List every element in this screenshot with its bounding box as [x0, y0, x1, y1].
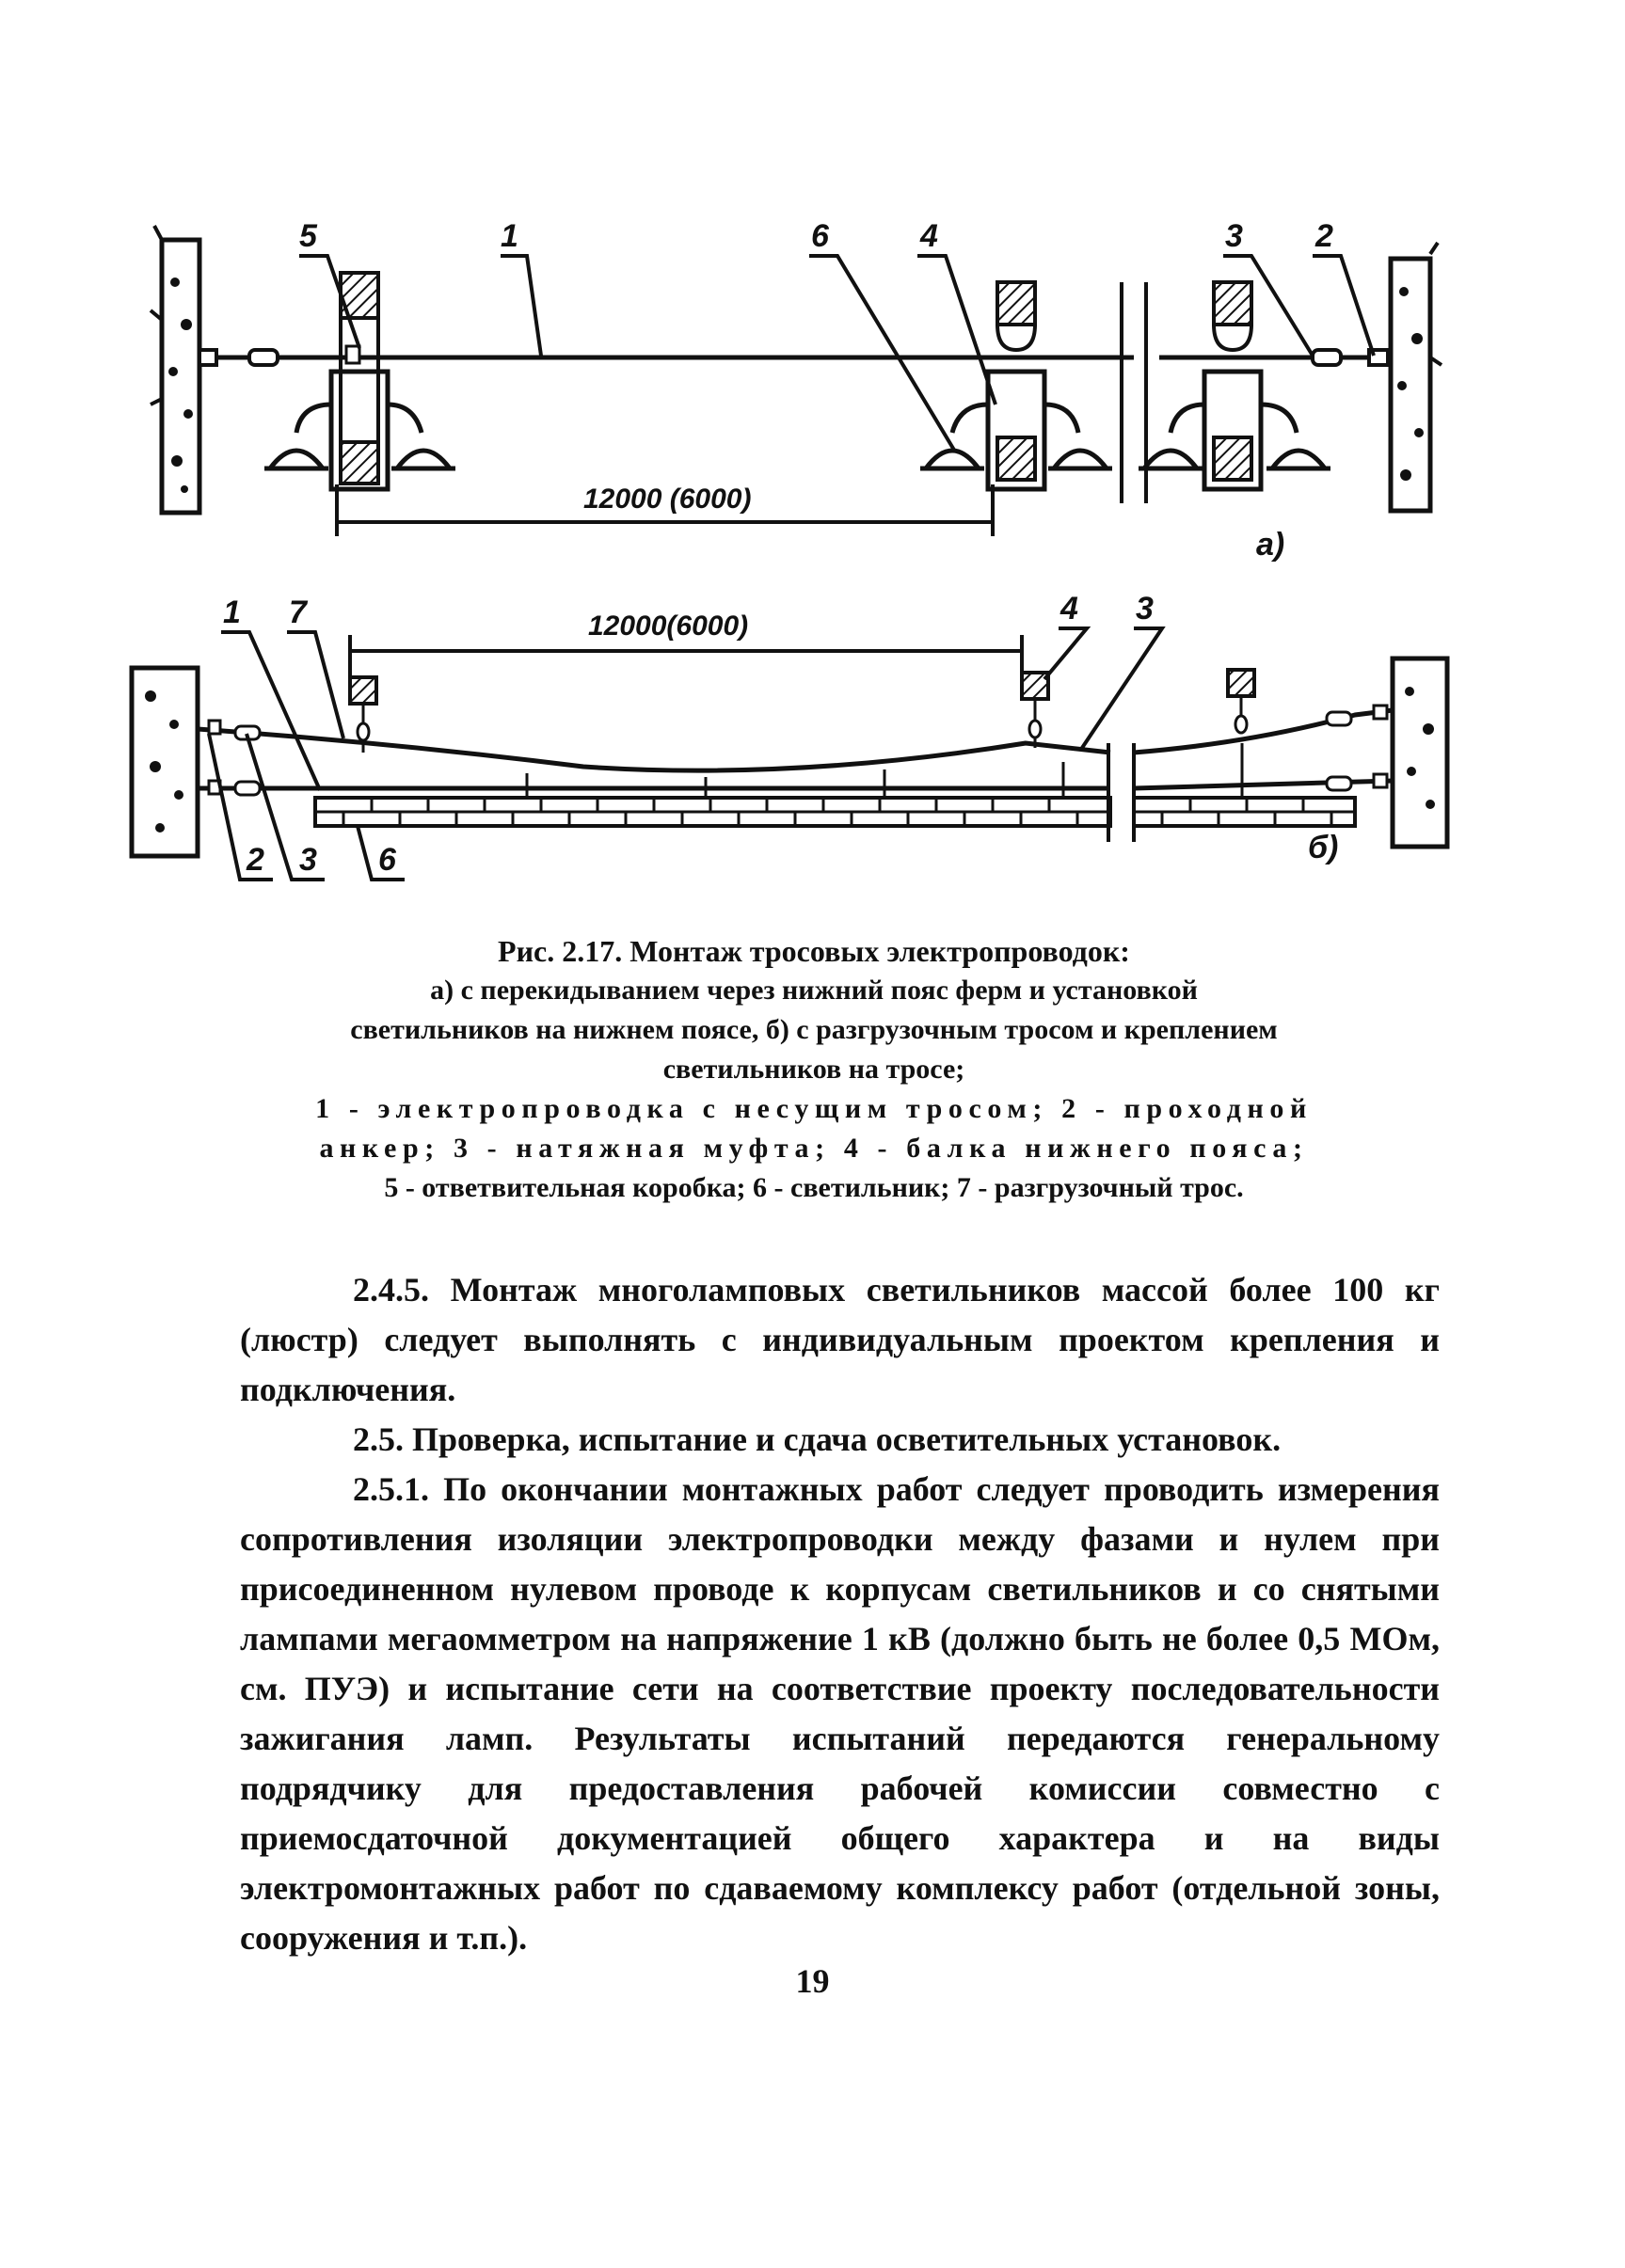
body-text — [240, 1265, 1440, 1963]
figure-caption — [188, 931, 1440, 1208]
right-wall-b — [1393, 658, 1447, 847]
paragraph-2-5-1: 2.5.1. По окончании монтажных работ следует проводить измерения сопротивления изоляции электропроводки между фазами и нулем при присоединенном нулевом проводе к корпусам светильников и со снятыми лампами мегаомметром на напряжение 1 кВ (должно быть не более 0,5 МОм, см. ПУЭ) и испытание сети на соответствие проекту последовательности зажигания ламп. Результаты испытаний передаются генеральному подрядчику для предоставления рабочей комиссии совместно с приемосдаточной документацией общего характера и на виды электромонтажных работ по сдаваемому комплексу работ (отдельной зоны, сооружения и т.п.). — [240, 1470, 1440, 1957]
sub-label-b: б) — [1308, 830, 1339, 865]
label-6-b: 6 — [378, 842, 396, 878]
left-wall-b — [132, 668, 198, 856]
label-7-b: 7 — [289, 595, 307, 630]
truss-beam-1 — [264, 273, 455, 489]
left-wall-a — [151, 226, 199, 513]
label-3-b: 3 — [1136, 591, 1154, 626]
caption-line-2: светильников на нижнем поясе, б) с разгрузочным тросом и креплением — [350, 1014, 1278, 1045]
page-number: 19 — [795, 1962, 830, 2000]
label-5-a: 5 — [299, 218, 317, 254]
anchor-left-a — [199, 350, 216, 365]
dimension-label-a: 12000 (6000) — [583, 484, 752, 515]
paragraph-2-5: 2.5. Проверка, испытание и сдача осветительных установок. — [353, 1420, 1282, 1458]
label-2-b: 2 — [247, 842, 264, 878]
label-1-b: 1 — [223, 595, 241, 630]
label-3-a: 3 — [1225, 218, 1243, 254]
right-wall-a — [1391, 243, 1442, 511]
paragraph-2-4-5: 2.4.5. Монтаж многоламповых светильников массой более 100 кг (люстр) следует выполнять с индивидуальным проектом крепления и подключения. — [240, 1271, 1440, 1408]
label-1-a: 1 — [501, 218, 518, 254]
label-3-b-bottom: 3 — [299, 842, 317, 878]
diagram-b — [132, 591, 1447, 880]
label-4-b: 4 — [1060, 591, 1078, 626]
caption-title: Рис. 2.17. Монтаж тросовых электропроводок: — [498, 934, 1130, 968]
diagram-a — [151, 218, 1442, 563]
truss-beam-2 — [920, 282, 1112, 489]
caption-legend-3: 5 - ответвительная коробка; 6 - светильник; 7 - разгрузочный трос. — [384, 1172, 1244, 1203]
dimension-a — [337, 484, 993, 536]
caption-line-1: а) с перекидыванием через нижний пояс ферм и установкой — [430, 975, 1198, 1006]
cable-wiring-figure — [0, 0, 1625, 903]
label-2-a: 2 — [1315, 218, 1333, 254]
sub-label-a: а) — [1256, 527, 1285, 563]
caption-legend-2: анкер; 3 - натяжная муфта; 4 - балка нижнего пояса; — [319, 1133, 1309, 1164]
unloading-cable-7 — [198, 729, 1110, 770]
beam-box-3-b — [1228, 670, 1254, 733]
dimension-b — [350, 611, 1022, 677]
coupling-left-a — [249, 350, 278, 365]
coupling-right-a — [1313, 350, 1341, 365]
beam-box-2-b — [1022, 673, 1048, 748]
caption-line-3: светильников на тросе; — [662, 1054, 965, 1085]
caption-legend-1: 1 - электропроводка с несущим тросом; 2 - проходной — [315, 1093, 1313, 1124]
label-4-a: 4 — [920, 218, 938, 254]
truss-beam-3 — [1139, 282, 1330, 489]
label-6-a: 6 — [811, 218, 829, 254]
dimension-label-b: 12000(6000) — [588, 611, 749, 642]
